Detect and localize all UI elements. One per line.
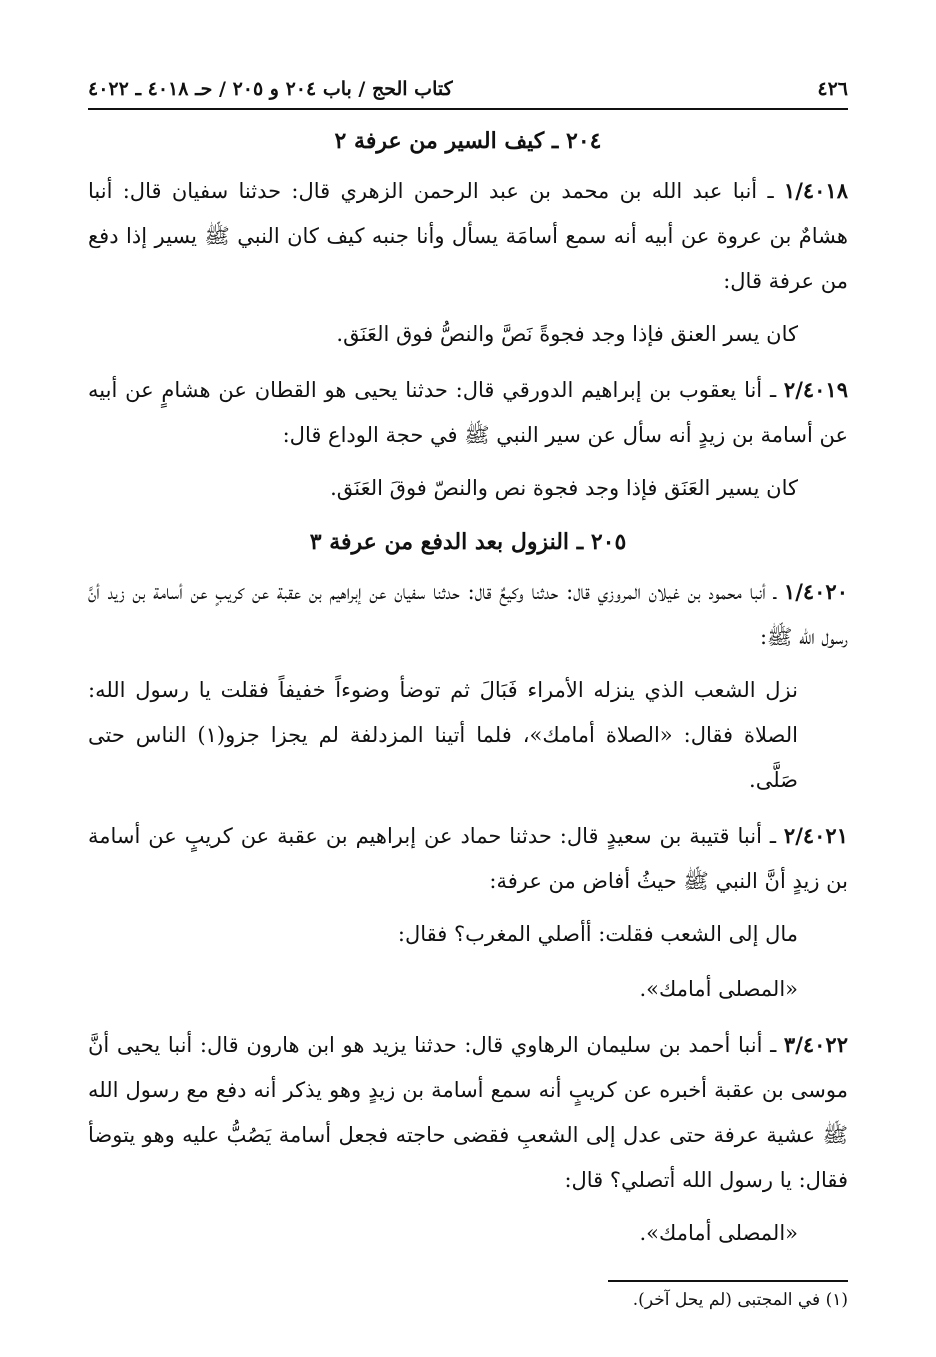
hadith-number: ١/٤٠١٨ <box>783 178 848 203</box>
hadith-matn: «المصلى أمامك». <box>639 977 798 1001</box>
section-title: ٢٠٥ ـ النزول بعد الدفع من عرفة ٣ <box>309 529 627 555</box>
running-title: كتاب الحج / باب ٢٠٤ و ٢٠٥ / حـ ٤٠١٨ ـ ٤٠٢٢ <box>88 78 453 100</box>
hadith-isnad: ـ أنبا عبد الله بن محمد بن عبد الرحمن الزهري قال: حدثنا سفيان قال: أنبا هشامٌ بن عروة عن أبيه أنه سمع أسامَة يسأل وأنا جنبه كيف كان النبي ﷺ يسير إذا دفع من عرفة قال: <box>88 179 848 293</box>
hadith-paragraph <box>88 1022 848 1203</box>
hadith-matn: كان يسر العنق فإذا وجد فجوةً نَصَّ والنصُّ فوق العَنَق. <box>336 322 798 346</box>
footnote-divider <box>608 1280 848 1282</box>
hadith-matn: مال إلى الشعب فقلت: أأصلي المغرب؟ فقال: <box>397 922 798 946</box>
hadith-number: ٢/٤٠٢١ <box>783 823 848 848</box>
footnote: (١) في المجتبى (لم يحل آخر). <box>632 1290 848 1310</box>
hadith-number: ١/٤٠٢٠ <box>783 579 848 604</box>
hadith-paragraph <box>88 569 848 660</box>
page <box>88 72 848 1266</box>
hadith-paragraph <box>88 367 848 458</box>
hadith-number: ٢/٤٠١٩ <box>783 377 848 402</box>
hadith-matn: نزل الشعب الذي ينزله الأمراء فَبَالَ ثم توضأ وضوءاً خفيفاً فقلت يا رسول الله: الصلاة فقال: «الصلاة أمامك»، فلما أتينا المزدلفة لم يجزا جزو(١) الناس حتى صَلَّى. <box>88 678 798 792</box>
hadith-isnad: ـ أنبا أحمد بن سليمان الرهاوي قال: حدثنا يزيد هو ابن هارون قال: أنبا يحيى أنَّ موسى بن عقبة أخبره عن كريبٍ أنه سمع أسامة بن زيدٍ وهو يذكر أنه دفع مع رسول الله ﷺ عشية عرفة حتى عدل إلى الشعبِ فقضى حاجته فجعل أسامة يَصُبُّ عليه وهو يتوضأ فقال: يا رسول الله أتصلي؟ قال: <box>88 1033 848 1192</box>
section-title: ٢٠٤ ـ كيف السير من عرفة ٢ <box>334 128 602 154</box>
hadith-number: ٣/٤٠٢٢ <box>783 1032 848 1057</box>
hadith-isnad: ـ أنبا قتيبة بن سعيدٍ قال: حدثنا حماد عن إبراهيم بن عقبة عن كريبٍ عن أسامة بن زيدٍ أنَّ النبي ﷺ حيثُ أفاض من عرفة: <box>88 824 848 893</box>
hadith-paragraph <box>88 813 848 904</box>
hadith-matn: كان يسير العَنَق فإذا وجد فجوة نص والنصّ فوقَ العَنَق. <box>330 476 798 500</box>
hadith-paragraph <box>88 168 848 304</box>
running-header <box>88 72 848 110</box>
hadith-matn: «المصلى أمامك». <box>639 1221 798 1245</box>
hadith-isnad: ـ أنبا محمود بن غيلان المروزي قال: حدثنا وكيعٌ قال: حدثنا سفيان عن إبراهيم بن عقبة عن كريبٍ عن أسامة بن زيد أنَّ رسول الله ﷺ: <box>88 580 848 649</box>
page-number: ٤٢٦ <box>817 78 848 100</box>
hadith-isnad: ـ أنا يعقوب بن إبراهيم الدورقي قال: حدثنا يحيى هو القطان عن هشامٍ عن أبيه عن أسامة بن زيدٍ أنه سأل عن سير النبي ﷺ في حجة الوداع قال: <box>88 378 848 447</box>
